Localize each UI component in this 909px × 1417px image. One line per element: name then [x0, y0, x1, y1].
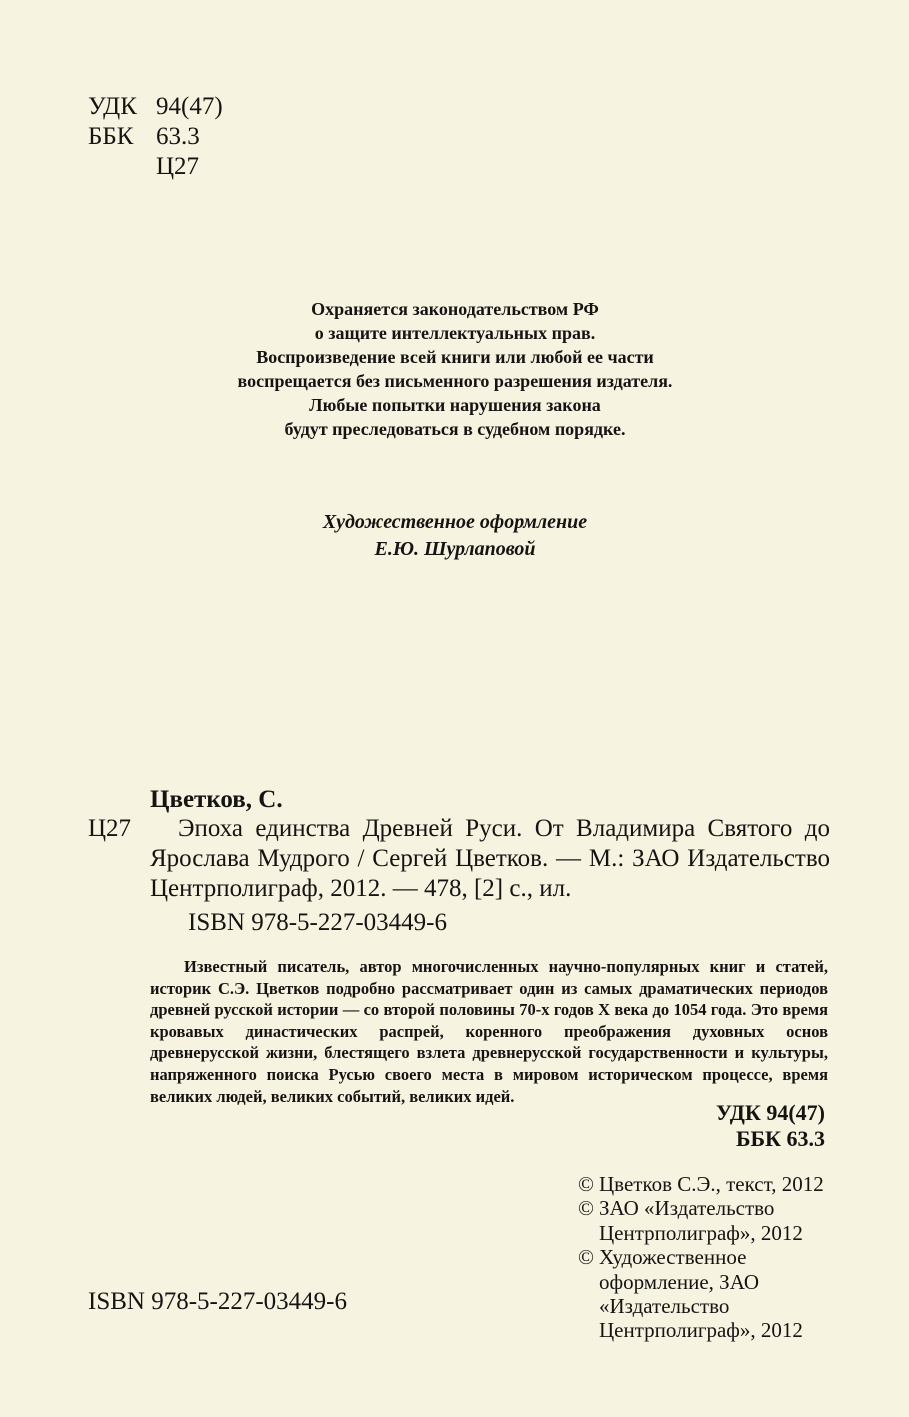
copyright-icon: © — [578, 1172, 594, 1196]
bbk-footer: ББК 63.3 — [735, 1126, 825, 1151]
bbk-value: 63.3 — [156, 123, 200, 150]
legal-line: будут преследоваться в судебном порядке. — [284, 419, 626, 439]
bib-author: Цветков, С. — [150, 786, 283, 813]
legal-line: воспрещается без письменного разрешения издателя. — [237, 371, 673, 391]
legal-notice — [150, 297, 760, 441]
udk-line — [88, 92, 223, 122]
annotation: Известный писатель, автор многочисленных научно-популярных книг и статей, историк С.Э. Цветков подробно рассматривает один из самых драматических периодов древней русской истории — со второй половины 70-х годов X века до 1054 года. Это время кровавых династических распрей, коренного преображения духовных основ древнерусской жизни, блестящего взлета древнерусской государственности и культуры, напряженного поиска Русью своего места в мировом историческом процессе, время великих людей, великих событий, великих идей. — [150, 957, 828, 1106]
design-credit — [160, 509, 750, 563]
legal-line: Любые попытки нарушения закона — [309, 395, 601, 415]
footer-isbn: ISBN 978-5-227-03449-6 — [88, 1288, 348, 1315]
copyright-text: ЗАО «Издательство Центрполиграф», 2012 — [599, 1196, 803, 1245]
bbk-line — [88, 122, 223, 152]
copyright-item — [578, 1172, 848, 1196]
udk-footer: УДК 94(47) — [715, 1100, 825, 1125]
copyright-block — [578, 1172, 848, 1343]
design-credit-name: Е.Ю. Шурлаповой — [374, 538, 536, 560]
bib-code: Ц27 — [88, 815, 132, 842]
udk-value: 94(47) — [156, 93, 223, 120]
copyright-icon: © — [578, 1245, 594, 1270]
copyright-item — [578, 1196, 848, 1245]
classification-header — [88, 92, 223, 182]
copyright-item — [578, 1245, 848, 1343]
classification-footer — [716, 1100, 825, 1152]
design-credit-title: Художественное оформление — [322, 511, 588, 533]
copyright-text: Художественное оформление, ЗАО «Издательство Центрполиграф», 2012 — [599, 1245, 803, 1343]
udk-label: УДК — [88, 93, 137, 120]
legal-line: о защите интеллектуальных прав. — [314, 323, 596, 343]
copyright-icon: © — [578, 1196, 594, 1221]
copyright-text: Цветков С.Э., текст, 2012 — [599, 1172, 824, 1196]
author-mark: Ц27 — [156, 153, 200, 180]
legal-line: Охраняется законодательством РФ — [311, 299, 599, 319]
bib-isbn: ISBN 978-5-227-03449-6 — [188, 909, 448, 936]
bib-description: Эпоха единства Древней Руси. От Владимира Святого до Ярослава Мудрого / Сергей Цветков. — М.: ЗАО Издательство Центрполиграф, 2012. — 478, [2] с., ил. — [150, 815, 830, 902]
legal-line: Воспроизведение всей книги или любой ее части — [256, 347, 654, 367]
bbk-label: ББК — [88, 123, 134, 150]
